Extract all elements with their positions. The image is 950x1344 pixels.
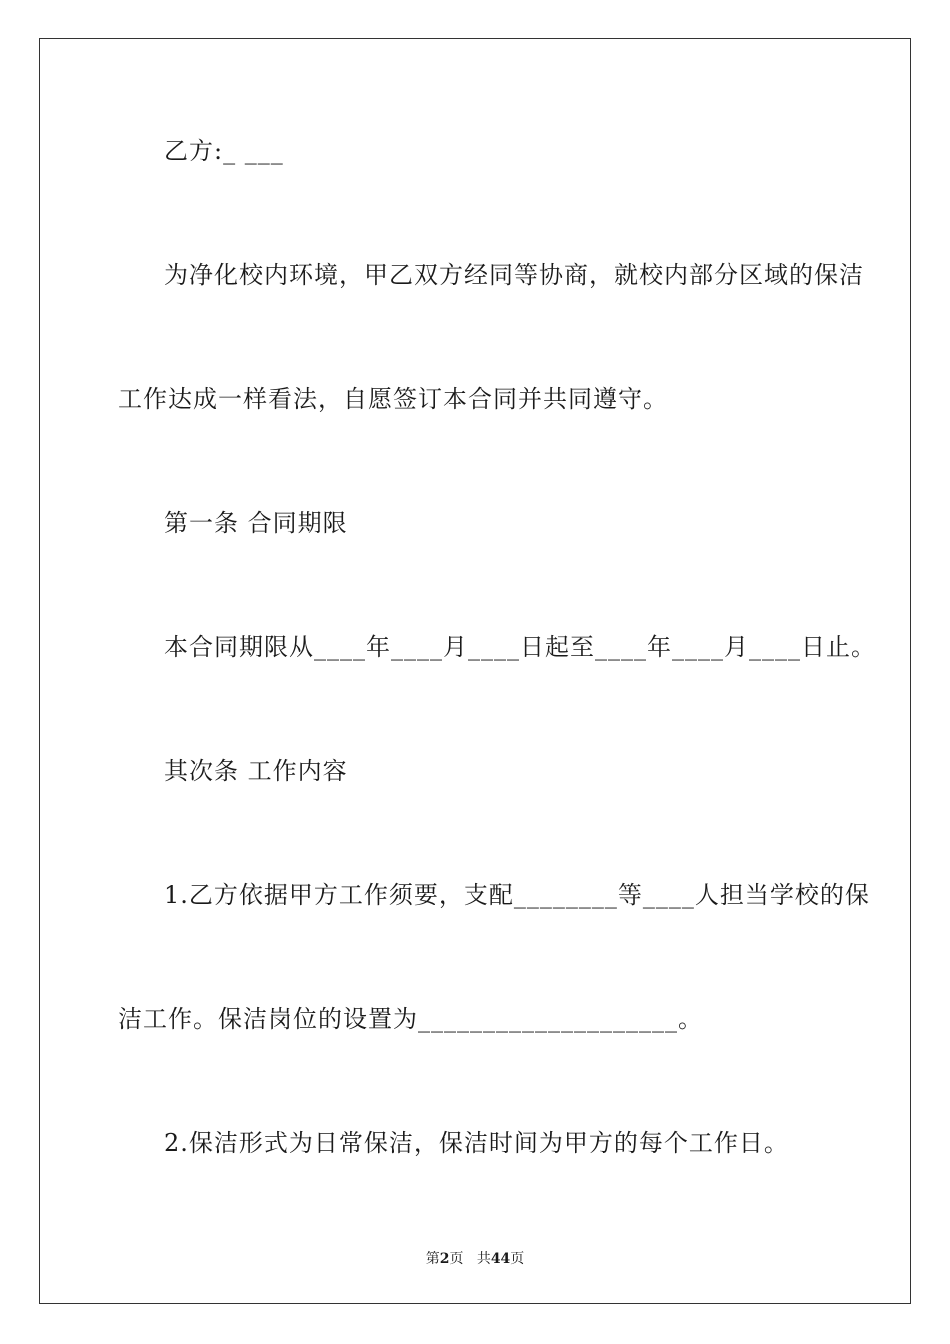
intro-paragraph-line-2: 工作达成一样看法，自愿签订本合同并共同遵守。 <box>118 385 668 413</box>
total-prefix: 共 <box>476 1251 491 1267</box>
page-border <box>39 38 911 1304</box>
article-2-heading: 其次条 工作内容 <box>164 757 348 785</box>
total-suffix: 页 <box>510 1251 525 1267</box>
page-number: 2 <box>439 1251 450 1267</box>
item-2-line: 2.保洁形式为日常保洁，保洁时间为甲方的每个工作日。 <box>164 1129 789 1157</box>
intro-paragraph-line-1: 为净化校内环境，甲乙双方经同等协商，就校内部分区域的保洁 <box>164 261 864 289</box>
contract-term-line: 本合同期限从____年____月____日起至____年____月____日止。 <box>164 633 876 661</box>
page-prefix: 第 <box>425 1251 440 1267</box>
page-footer <box>0 1248 950 1268</box>
article-1-heading: 第一条 合同期限 <box>164 509 348 537</box>
item-1-line-2: 洁工作。保洁岗位的设置为____________________。 <box>118 1005 703 1033</box>
page-suffix: 页 <box>449 1251 464 1267</box>
party-b-line: 乙方:_ ___ <box>164 137 284 165</box>
total-pages: 44 <box>490 1251 511 1267</box>
item-1-line-1: 1.乙方依据甲方工作须要，支配________等____人担当学校的保 <box>164 881 870 909</box>
